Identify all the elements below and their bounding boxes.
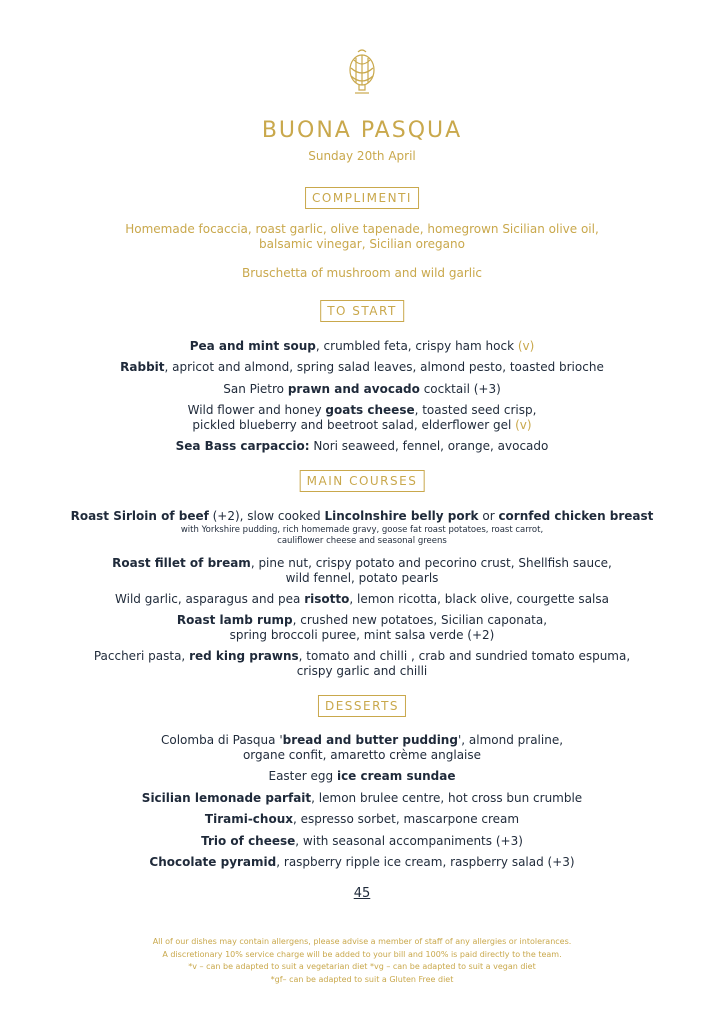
- dish-description: , tomato and chilli , crab and sundried tomato espuma,: [298, 649, 631, 663]
- complimenti-item-bruschetta: Bruschetta of mushroom and wild garlic: [241, 266, 483, 280]
- dish-name: Pea and mint soup: [189, 339, 316, 353]
- dish-name: Roast fillet of bream: [112, 556, 251, 570]
- section-heading-desserts: DESSERTS: [318, 695, 406, 717]
- dessert-sundae: [0, 769, 724, 784]
- footer-line: A discretionary 10% service charge will be added to your bill and 100% is paid directly to the team.: [162, 949, 562, 959]
- dish-description: , raspberry ripple ice cream, raspberry salad (+3): [276, 855, 575, 869]
- dish-description: Colomba di Pasqua ': [160, 733, 283, 747]
- complimenti-line: balsamic vinegar, Sicilian oregano: [259, 237, 465, 251]
- dish-name: prawn and avocado: [287, 382, 420, 396]
- page-title: BUONA PASQUA: [261, 118, 463, 143]
- dish-description: Easter egg: [268, 769, 337, 783]
- dish-description: wild fennel, potato pearls: [285, 571, 439, 585]
- complimenti-line: Homemade focaccia, roast garlic, olive tapenade, homegrown Sicilian olive oil,: [125, 222, 599, 236]
- dish-name: Rabbit: [120, 360, 165, 374]
- section-heading-main-courses: MAIN COURSES: [300, 470, 425, 492]
- dish-name: cornfed chicken breast: [498, 509, 654, 523]
- dish-description: cocktail (+3): [419, 382, 501, 396]
- dessert-tirami-choux: [0, 812, 724, 827]
- dish-description: organe confit, amaretto crème anglaise: [242, 748, 482, 762]
- dish-name: ice cream sundae: [336, 769, 456, 783]
- section-heading-complimenti: COMPLIMENTI: [305, 187, 419, 209]
- dish-name: risotto: [304, 592, 350, 606]
- dish-roast-sides: [0, 525, 724, 547]
- dish-description: , lemon brulee centre, hot cross bun crumble: [311, 791, 583, 805]
- dish-sea-bass: [0, 439, 724, 454]
- dish-description: ', almond praline,: [457, 733, 564, 747]
- menu-price: 45: [353, 886, 371, 901]
- dessert-parfait: [0, 791, 724, 806]
- dish-description: , lemon ricotta, black olive, courgette salsa: [349, 592, 609, 606]
- allergen-footer: [0, 936, 724, 986]
- dish-name: Tirami-choux: [204, 812, 293, 826]
- dessert-cheese: [0, 834, 724, 849]
- dish-description: , espresso sorbet, mascarpone cream: [293, 812, 520, 826]
- dish-goats-cheese: [0, 403, 724, 433]
- dish-bream: [0, 556, 724, 586]
- section-heading-to-start: TO START: [320, 300, 404, 322]
- dish-name: Lincolnshire belly pork: [324, 509, 479, 523]
- dish-description: Nori seaweed, fennel, orange, avocado: [309, 439, 549, 453]
- dessert-colomba: [0, 733, 724, 763]
- dish-description: spring broccoli puree, mint salsa verde (+2): [229, 628, 495, 642]
- footer-line: All of our dishes may contain allergens, please advise a member of staff of any allergies or intolerances.: [152, 937, 572, 946]
- dish-name: Sea Bass carpaccio:: [175, 439, 310, 453]
- dish-description: , crushed new potatoes, Sicilian caponata,: [292, 613, 548, 627]
- dish-description: , apricot and almond, spring salad leaves, almond pesto, toasted brioche: [164, 360, 604, 374]
- dish-description: pickled blueberry and beetroot salad, elderflower gel: [192, 418, 516, 432]
- event-date: Sunday 20th April: [308, 149, 416, 163]
- dietary-tag: (v): [515, 418, 532, 432]
- dish-risotto: [0, 592, 724, 607]
- dish-description: or: [478, 509, 499, 523]
- dish-description: , pine nut, crispy potato and pecorino crust, Shellfish sauce,: [250, 556, 612, 570]
- dish-description: Wild flower and honey: [187, 403, 326, 417]
- dish-name: Chocolate pyramid: [149, 855, 277, 869]
- footer-line: *v – can be adapted to suit a vegetarian diet *vg – can be adapted to suit a vegan diet: [188, 962, 536, 971]
- complimenti-item-focaccia: [0, 222, 724, 252]
- dish-name: Roast Sirloin of beef: [70, 509, 209, 523]
- dietary-tag: (v): [517, 339, 535, 353]
- dish-name: Roast lamb rump: [176, 613, 293, 627]
- dish-description: crispy garlic and chilli: [296, 664, 428, 678]
- dish-description: , crumbled feta, crispy ham hock: [315, 339, 518, 353]
- dish-name: bread and butter pudding: [282, 733, 458, 747]
- dish-description: (+2), slow cooked: [208, 509, 325, 523]
- dish-description: San Pietro: [223, 382, 288, 396]
- dish-description: Paccheri pasta,: [93, 649, 190, 663]
- dish-name: Trio of cheese: [201, 834, 296, 848]
- dish-lamb-rump: [0, 613, 724, 643]
- footer-line: *gf– can be adapted to suit a Gluten Free diet: [270, 974, 454, 984]
- dish-description: with Yorkshire pudding, rich homemade gravy, goose fat roast potatoes, roast carrot,: [180, 525, 544, 535]
- dish-paccheri: [0, 649, 724, 679]
- dish-name: Sicilian lemonade parfait: [141, 791, 312, 805]
- dish-description: , toasted seed crisp,: [414, 403, 537, 417]
- pinecone-emblem-icon: [342, 48, 382, 98]
- dish-description: cauliflower cheese and seasonal greens: [277, 536, 447, 546]
- dish-roast-sirloin: [0, 509, 724, 524]
- dish-rabbit: [0, 360, 724, 375]
- dish-name: red king prawns: [189, 649, 299, 663]
- dish-pea-soup: [0, 339, 724, 354]
- dish-prawn-cocktail: [0, 382, 724, 397]
- dish-name: goats cheese: [325, 403, 415, 417]
- dish-description: , with seasonal accompaniments (+3): [295, 834, 523, 848]
- dish-description: Wild garlic, asparagus and pea: [115, 592, 305, 606]
- dessert-chocolate: [0, 855, 724, 870]
